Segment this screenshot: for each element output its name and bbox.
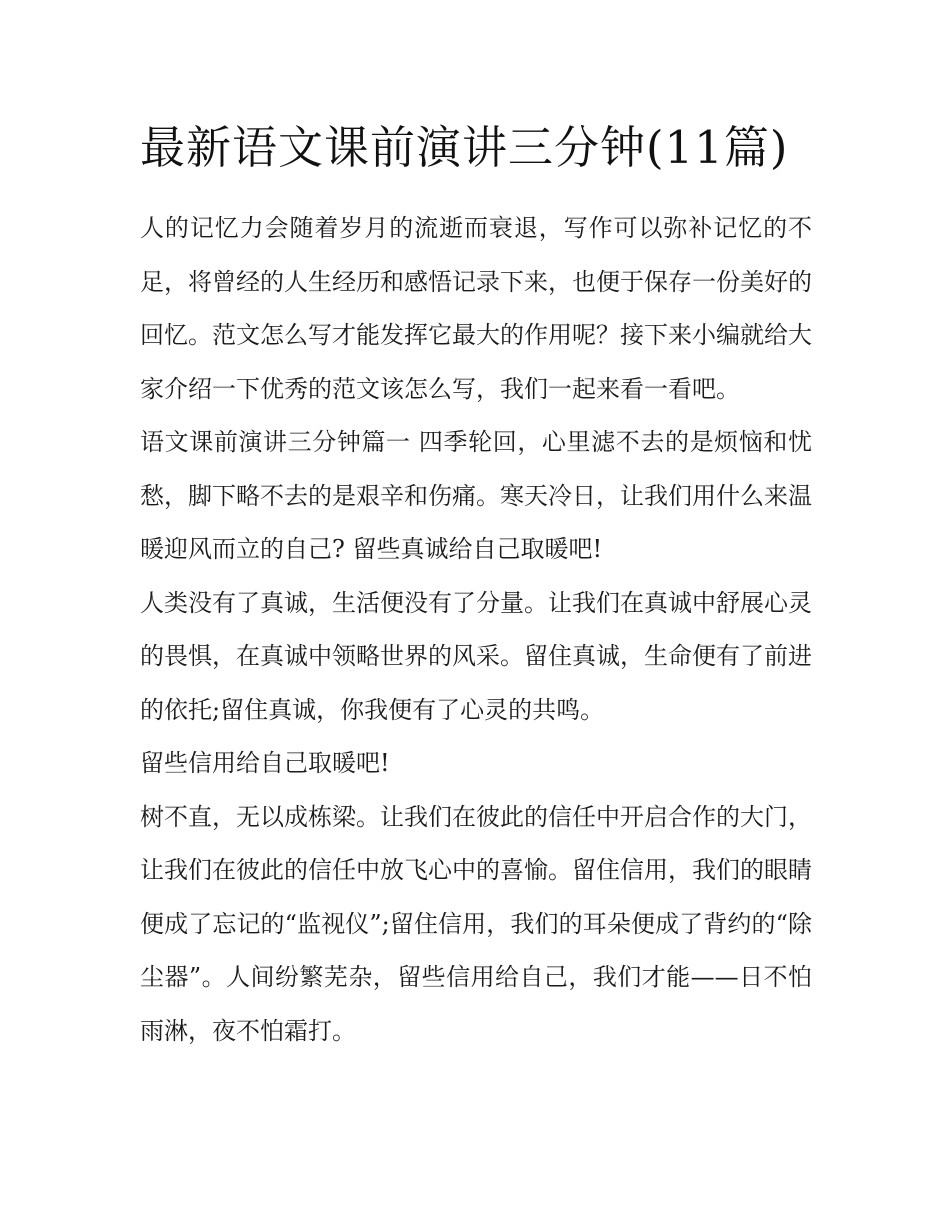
trust-paragraph: 树不直，无以成栋梁。让我们在彼此的信任中开启合作的大门，让我们在彼此的信任中放飞心中的喜愉。留住信用，我们的眼睛便成了忘记的“监视仪”;留住信用，我们的耳朵便成了背约的“除尘器”。人间纷繁芜杂，留些信用给自己，我们才能——日不怕雨淋，夜不怕霜打。 bbox=[140, 802, 812, 1045]
credit-heading-paragraph: 留些信用给自己取暖吧! bbox=[140, 749, 390, 777]
intro-paragraph: 人的记忆力会随着岁月的流逝而衰退，写作可以弥补记忆的不足，将曾经的人生经历和感悟记录下来，也便于保存一份美好的回忆。范文怎么写才能发挥它最大的作用呢？接下来小编就给大家介绍一下优秀的范文该怎么写，我们一起来看一看吧。 bbox=[140, 214, 812, 403]
sincerity-paragraph: 人类没有了真诚，生活便没有了分量。让我们在真诚中舒展心灵的畏惧，在真诚中领略世界的风采。留住真诚，生命便有了前进的依托;留住真诚，你我便有了心灵的共鸣。 bbox=[140, 588, 812, 724]
document-title: 最新语文课前演讲三分钟(11篇) bbox=[140, 121, 789, 174]
document-body bbox=[140, 112, 812, 1058]
speech-one-paragraph: 语文课前演讲三分钟篇一 四季轮回，心里滤不去的是烦恼和忧愁，脚下略不去的是艰辛和伤痛。寒天冷日，让我们用什么来温暖迎风而立的自己? 留些真诚给自己取暖吧! bbox=[140, 428, 812, 563]
